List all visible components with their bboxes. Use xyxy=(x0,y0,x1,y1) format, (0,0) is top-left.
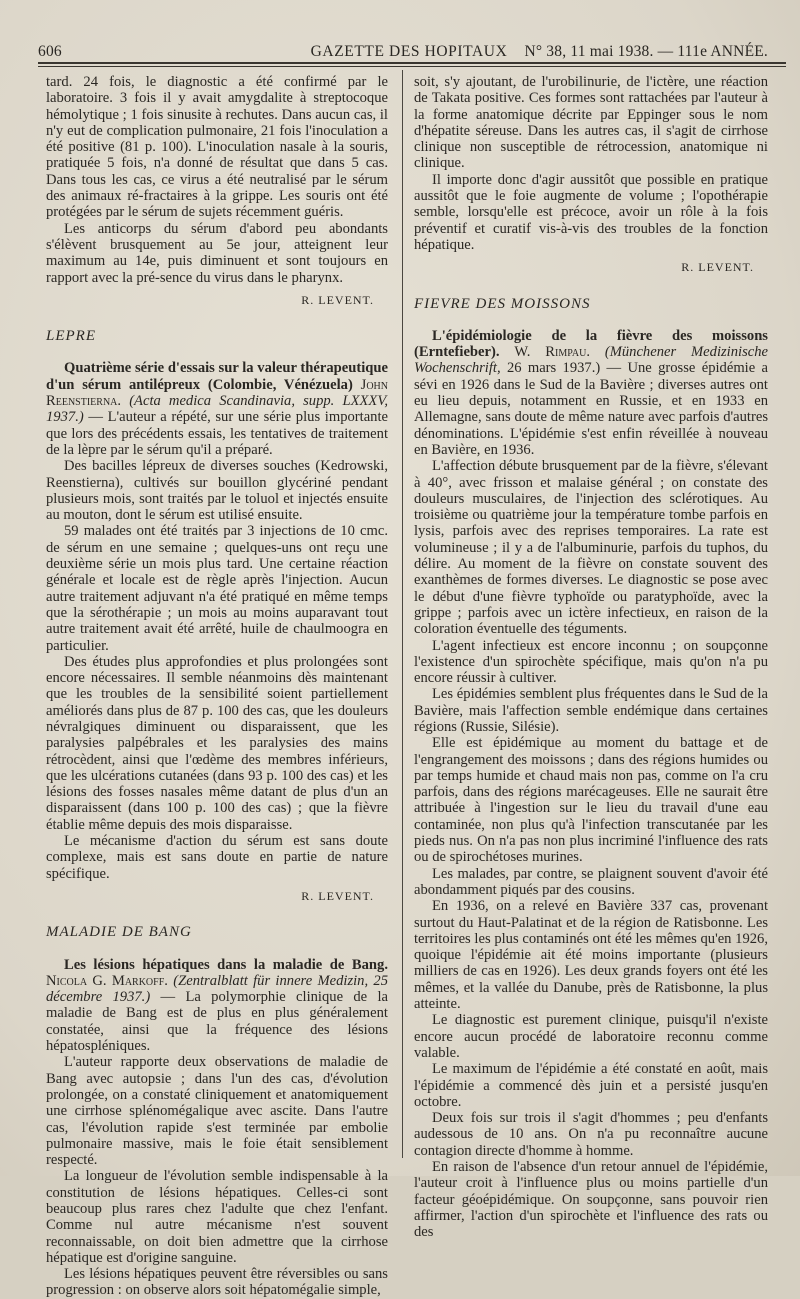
paragraph: Les malades, par contre, se plaignent souvent d'avoir été abondamment piqués par des cousins. xyxy=(414,865,768,898)
author-signature: R. LEVENT. xyxy=(681,260,754,275)
paragraph: Les anticorps du sérum d'abord peu abondants s'élèvent brusquement au 5e jour, atteignent leur maximum au 14e, puis diminuent et sont toujours en rapport avec la pré-sence du virus dans le pharynx. xyxy=(46,220,388,286)
article-author: John Reenstierna. xyxy=(46,376,388,410)
article-intro: — La polymorphie clinique de la maladie de Bang est de plus en plus généralement constatée, ainsi que la fréquence des lésions hépatospléniques. xyxy=(46,989,389,1055)
author-signature: R. LEVENT. xyxy=(301,888,374,903)
article-source: (Münchener Medizinische Wochenschrift, xyxy=(414,344,769,377)
article-source: (Zentralblatt für innere Medizin, 25 décembre 1937.) xyxy=(46,972,388,1006)
article-author: W. Rimpau. xyxy=(514,344,590,361)
article-author: Nicola G. Markoff. xyxy=(46,972,168,989)
paragraph: Des études plus approfondies et plus prolongées sont encore nécessaires. Il semble néanmoins dès maintenant que les troubles de la sensibilité soient partiellement améliorés dans plus de 87 p. 100 des cas, que les douleurs névralgiques diminuent ou disparaissent, que les paralysies palpébrales et les paralysies des mains rétrocèdent, ainsi que l'œdème des membres inférieurs, que les ulcérations cutanées (dans 93 p. 100 des cas) et les lésions des fosses nasales même datant de plus d'un an disparaissent (dans 100 p. 100 des cas) ; que la fièvre établie même depuis des mois disparaisse. xyxy=(46,653,388,833)
paragraph: L'auteur rapporte deux observations de maladie de Bang avec autopsie ; dans l'un des cas, d'évolution prolongée, on a constaté cliniquement et anatomiquement une cirrhose splénomégalique avec ascite. Dans l'autre cas, l'évolution rapide s'est terminée par embolie pulmonaire massive, mais le foie était sensiblement respecté. xyxy=(46,1054,388,1169)
paragraph: La longueur de l'évolution semble indispensable à la constitution de lésions hépatiques. Celles-ci sont beaucoup plus rares chez l'adulte que chez l'enfant. Comme nul autre mécanisme n'est souvent reconnaissable, on doit bien admettre que la cirrhose hépatique est d'origine sanguine. xyxy=(46,1168,388,1266)
page-number: 606 xyxy=(38,43,62,60)
page-header xyxy=(38,40,780,64)
paragraph: 59 malades ont été traités par 3 injections de 10 cmc. de sérum en une semaine ; quelques-uns ont reçu une deuxième série un mois plus tard. Une certaine réaction générale et locale est de règle après l'injection. Aucun autre traitement adjuvant n'a été pratiqué en même temps que la sérothérapie ; un mois au moins auparavant tout autre traitement avait été arrêté, huile de chaulmoogra en particulier. xyxy=(46,523,388,654)
article-lead-moissons xyxy=(414,328,768,458)
paragraph: Il importe donc d'agir aussitôt que possible en pratique aussitôt que le foie augmente de volume ; l'opothérapie semble, lorsqu'elle est précoce, avoir un rôle à la fois préventif et curatif vis-à-vis des troubles de la fonction hépatique. xyxy=(414,171,768,253)
article-title: Les lésions hépatiques dans la maladie de Bang. xyxy=(64,956,388,973)
article-lead-bang xyxy=(46,957,388,1055)
paragraph: Deux fois sur trois il s'agit d'hommes ; peu d'enfants audessous de 10 ans. On n'a pu reconnaître aucune contagion directe d'homme à homme. xyxy=(414,1110,768,1159)
paragraph: soit, s'y ajoutant, de l'urobilinurie, de l'ictère, une réaction de Takata positive. Ces formes sont rattachées par l'auteur à la forme anatomique décrite par Eppinger sous le nom d'hépatite séreuse. Dans les autres cas, il s'agit de cirrhose clinique non susceptible de rétrocession, anatomique ni clinique. xyxy=(414,74,768,172)
section-heading-moissons: FIEVRE DES MOISSONS xyxy=(414,295,591,312)
article-lead-lepre xyxy=(46,360,388,458)
paragraph: Le maximum de l'épidémie a été constaté en août, mais l'épidémie a commencé dès juin et a persisté jusqu'en octobre. xyxy=(414,1061,768,1110)
left-column xyxy=(46,74,388,1299)
paragraph: L'agent infectieux est encore inconnu ; on soupçonne l'existence d'un spirochète spécifique, mais qu'on n'a pu encore réussir à cultiver. xyxy=(414,637,768,687)
right-column xyxy=(414,74,768,1240)
paragraph: Des bacilles lépreux de diverses souches (Kedrowski, Reenstierna), cultivés sur bouillon glycériné pendant plusieurs mois, sont traités par le toluol et injectés ensuite au mouton, dont le sérum est utilisé ensuite. xyxy=(46,458,388,524)
article-intro: — L'auteur a répété, sur une série plus importante que lors des précédents essais, les tentatives de traitement de la lèpre par le sérum qu'il a préparé. xyxy=(46,409,389,458)
issue-info: N° 38, 11 mai 1938. — 111e ANNÉE. xyxy=(524,43,768,60)
article-intro: 26 mars 1937.) — Une grosse épidémie a sévi en 1926 dans le Sud de la Bavière ; diverses autres ont eu lieu depuis, notamment en Russie, et en 1933 en Allemagne, sans doute de même nature avec parfois d'autres dénominations. L'épidémie s'est enfin réveillée à nouveau en Bavière, en 1936. xyxy=(414,360,768,458)
paragraph: tard. 24 fois, le diagnostic a été confirmé par le laboratoire. 3 fois il y avait amygdalite à streptocoque hémolytique ; 1 fois sinusite à rechutes. Dans aucun cas, il n'y eut de complication pulmonaire, 21 fois l'inoculation a été positive (81 p. 100). L'inoculation nasale à la souris, pratiquée 5 fois, n'a donné de résultat que dans 5 cas. Dans tous les cas, ce virus a été neutralisé par le sérum des animaux ré-fractaires à la grippe. Les souris ont été protégées par le sérum de sujets récemment guéris. xyxy=(46,74,388,221)
paragraph: Le diagnostic est purement clinique, puisqu'il n'existe encore aucun procédé de laboratoire reconnu comme valable. xyxy=(414,1012,768,1061)
article-source: (Acta medica Scandinavia, supp. LXXXV, 1937.) xyxy=(46,393,389,426)
paragraph: En raison de l'absence d'un retour annuel de l'épidémie, l'auteur croit à l'influence plus ou moins partielle d'un facteur géoépidémique. On soupçonne, sans pouvoir rien affirmer, l'action d'un spirochète et l'influence des rats ou des xyxy=(414,1159,768,1241)
paragraph: Les épidémies semblent plus fréquentes dans le Sud de la Bavière, mais l'affection semble endémique dans certaines régions (Russie, Silésie). xyxy=(414,686,768,735)
column-divider xyxy=(402,70,403,1158)
paragraph: L'affection débute brusquement par de la fièvre, s'élevant à 40°, avec frisson et malaise général ; on constate des douleurs musculaires, de l'injection des sclérotiques. Au troisième ou quatrième jour la température tombe parfois en lysis, parfois avec des reprises temporaires. La rate est volumineuse ; il y a de l'albuminurie, parfois du tuphos, du délire. Au moment de la fièvre on constate souvent des exanthèmes de formes diverses. Le diagnostic se pose avec le début d'une fièvre typhoïde ou paratyphoïde, avec la grippe ; parfois avec un ictère infectieux, en raison de la coloration éventuelle des téguments. xyxy=(414,458,768,638)
paragraph: Le mécanisme d'action du sérum est sans doute complexe, mais est sans doute en partie de nature spécifique. xyxy=(46,833,388,882)
section-heading-bang: MALADIE DE BANG xyxy=(46,924,192,941)
header-rule-thick xyxy=(38,62,786,64)
journal-title: GAZETTE DES HOPITAUX xyxy=(310,43,508,60)
article-title: Quatrième série d'essais sur la valeur thérapeutique d'un sérum antilépreux (Colombie, Vénézuela) xyxy=(46,360,388,393)
author-signature: R. LEVENT. xyxy=(301,292,374,307)
paragraph: En 1936, on a relevé en Bavière 337 cas, provenant surtout du Haut-Palatinat et de la région de Ratisbonne. Les territoires les plus contaminés ont été les mêmes qu'en 1926, quoique l'épidémie ait été moins importante (plusieurs milliers de cas en 1926). Les deux grands foyers ont été les mêmes, et la vallée du Danube, près de Ratisbonne, la plus atteinte. xyxy=(414,898,768,1013)
paragraph: Elle est épidémique au moment du battage et de l'engrangement des moissons ; dans des régions humides ou par temps humide et chaud mais non pas, comme on l'a cru parfois, dans des régions marécageuses. Elle ne saurait être attribuée à l'ingestion sur le lieu du travail d'une eau contaminée, non plus qu'à l'infection transcutanée par les pieds nus. On n'a pas non plus incriminé l'influence des rats ou de spirochétoses murines. xyxy=(414,735,768,866)
article-title: L'épidémiologie de la fièvre des moissons (Erntefieber). xyxy=(414,327,768,361)
header-rule-thin xyxy=(38,66,786,67)
paragraph: Les lésions hépatiques peuvent être réversibles ou sans progression : on observe alors soit hépatomégalie simple, xyxy=(46,1266,388,1299)
section-heading-lepre: LEPRE xyxy=(46,328,96,345)
